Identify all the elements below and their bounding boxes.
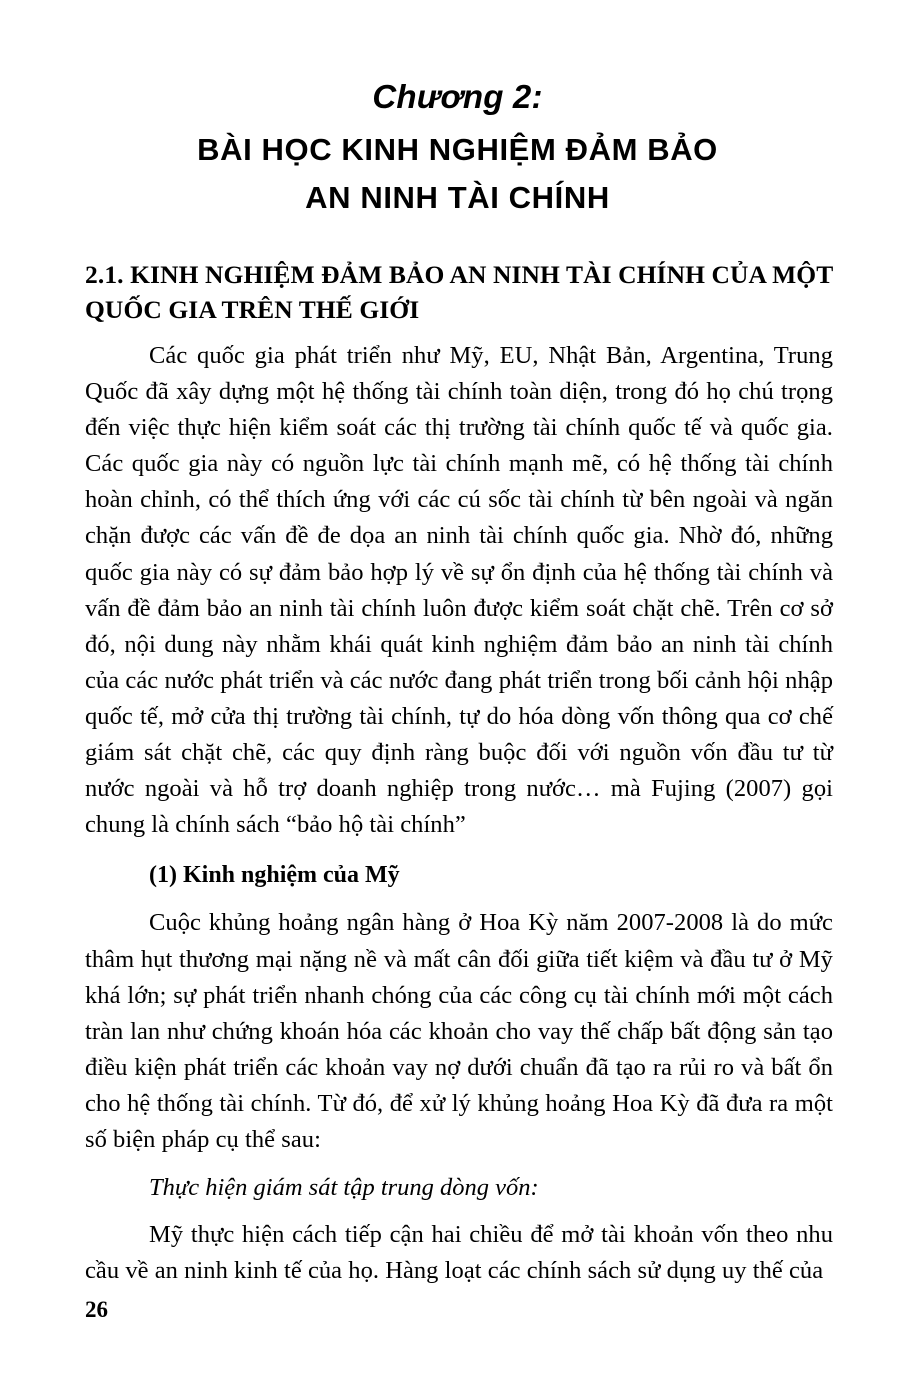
chapter-label: Chương 2:: [372, 78, 543, 115]
body-paragraph-1: Các quốc gia phát triển như Mỹ, EU, Nhật Bản, Argentina, Trung Quốc đã xây dựng một hệ thống tài chính toàn diện, trong đó họ chú trọng đến việc thực hiện kiểm soát các thị trường tài chính quốc tế và quốc gia. Các quốc gia này có nguồn lực tài chính mạnh mẽ, có hệ thống tài chính hoàn chỉnh, có thể thích ứng với các cú sốc tài chính từ bên ngoài và ngăn chặn được các vấn đề đe dọa an ninh tài chính quốc gia. Nhờ đó, những quốc gia này có sự đảm bảo hợp lý về sự ổn định của hệ thống tài chính và vấn đề đảm bảo an ninh tài chính luôn được kiểm soát chặt chẽ. Trên cơ sở đó, nội dung này nhằm khái quát kinh nghiệm đảm bảo an ninh tài chính của các nước phát triển và các nước đang phát triển trong bối cảnh hội nhập quốc tế, mở cửa thị trường tài chính, tự do hóa dòng vốn thông qua cơ chế giám sát chặt chẽ, các quy định ràng buộc đối với nguồn vốn đầu tư từ nước ngoài và hỗ trợ doanh nghiệp trong nước… mà Fujing (2007) gọi chung là chính sách “bảo hộ tài chính”: [85, 342, 833, 839]
page-number: 26: [85, 1297, 108, 1322]
chapter-title-line-1: BÀI HỌC KINH NGHIỆM ĐẢM BẢO: [197, 132, 718, 167]
paragraph-spacer: [85, 1158, 833, 1170]
paragraph-spacer: [85, 1206, 833, 1217]
italic-lead-thuc-hien-giam-sat: Thực hiện giám sát tập trung dòng vốn:: [149, 1174, 539, 1202]
chapter-title-block: [0, 76, 915, 222]
body-paragraph-3: Mỹ thực hiện cách tiếp cận hai chiều để mở tài khoản vốn theo nhu cầu về an ninh kinh tế của họ. Hàng loạt các chính sách sử dụng uy thế của: [85, 1221, 833, 1285]
subheading-kinh-nghiem-cua-my: (1) Kinh nghiệm của Mỹ: [149, 862, 400, 889]
paragraph-spacer: [85, 843, 833, 857]
body-paragraph-2: Cuộc khủng hoảng ngân hàng ở Hoa Kỳ năm 2007-2008 là do mức thâm hụt thương mại nặng nề và mất cân đối giữa tiết kiệm và đầu tư ở Mỹ khá lớn; sự phát triển nhanh chóng của các công cụ tài chính mới một cách tràn lan như chứng khoán hóa các khoản cho vay thế chấp bất động sản tạo điều kiện phát triển các khoản vay nợ dưới chuẩn đã tạo ra rủi ro và bất ổn cho hệ thống tài chính. Từ đó, để xử lý khủng hoảng Hoa Kỳ đã đưa ra một số biện pháp cụ thể sau:: [85, 909, 833, 1153]
section-heading-2-1: 2.1. KINH NGHIỆM ĐẢM BẢO AN NINH TÀI CHÍNH CỦA MỘT QUỐC GIA TRÊN THẾ GIỚI: [85, 260, 833, 324]
chapter-title-line-2: AN NINH TÀI CHÍNH: [305, 180, 610, 215]
paragraph-spacer: [85, 893, 833, 905]
body-text-region: [85, 338, 833, 1289]
